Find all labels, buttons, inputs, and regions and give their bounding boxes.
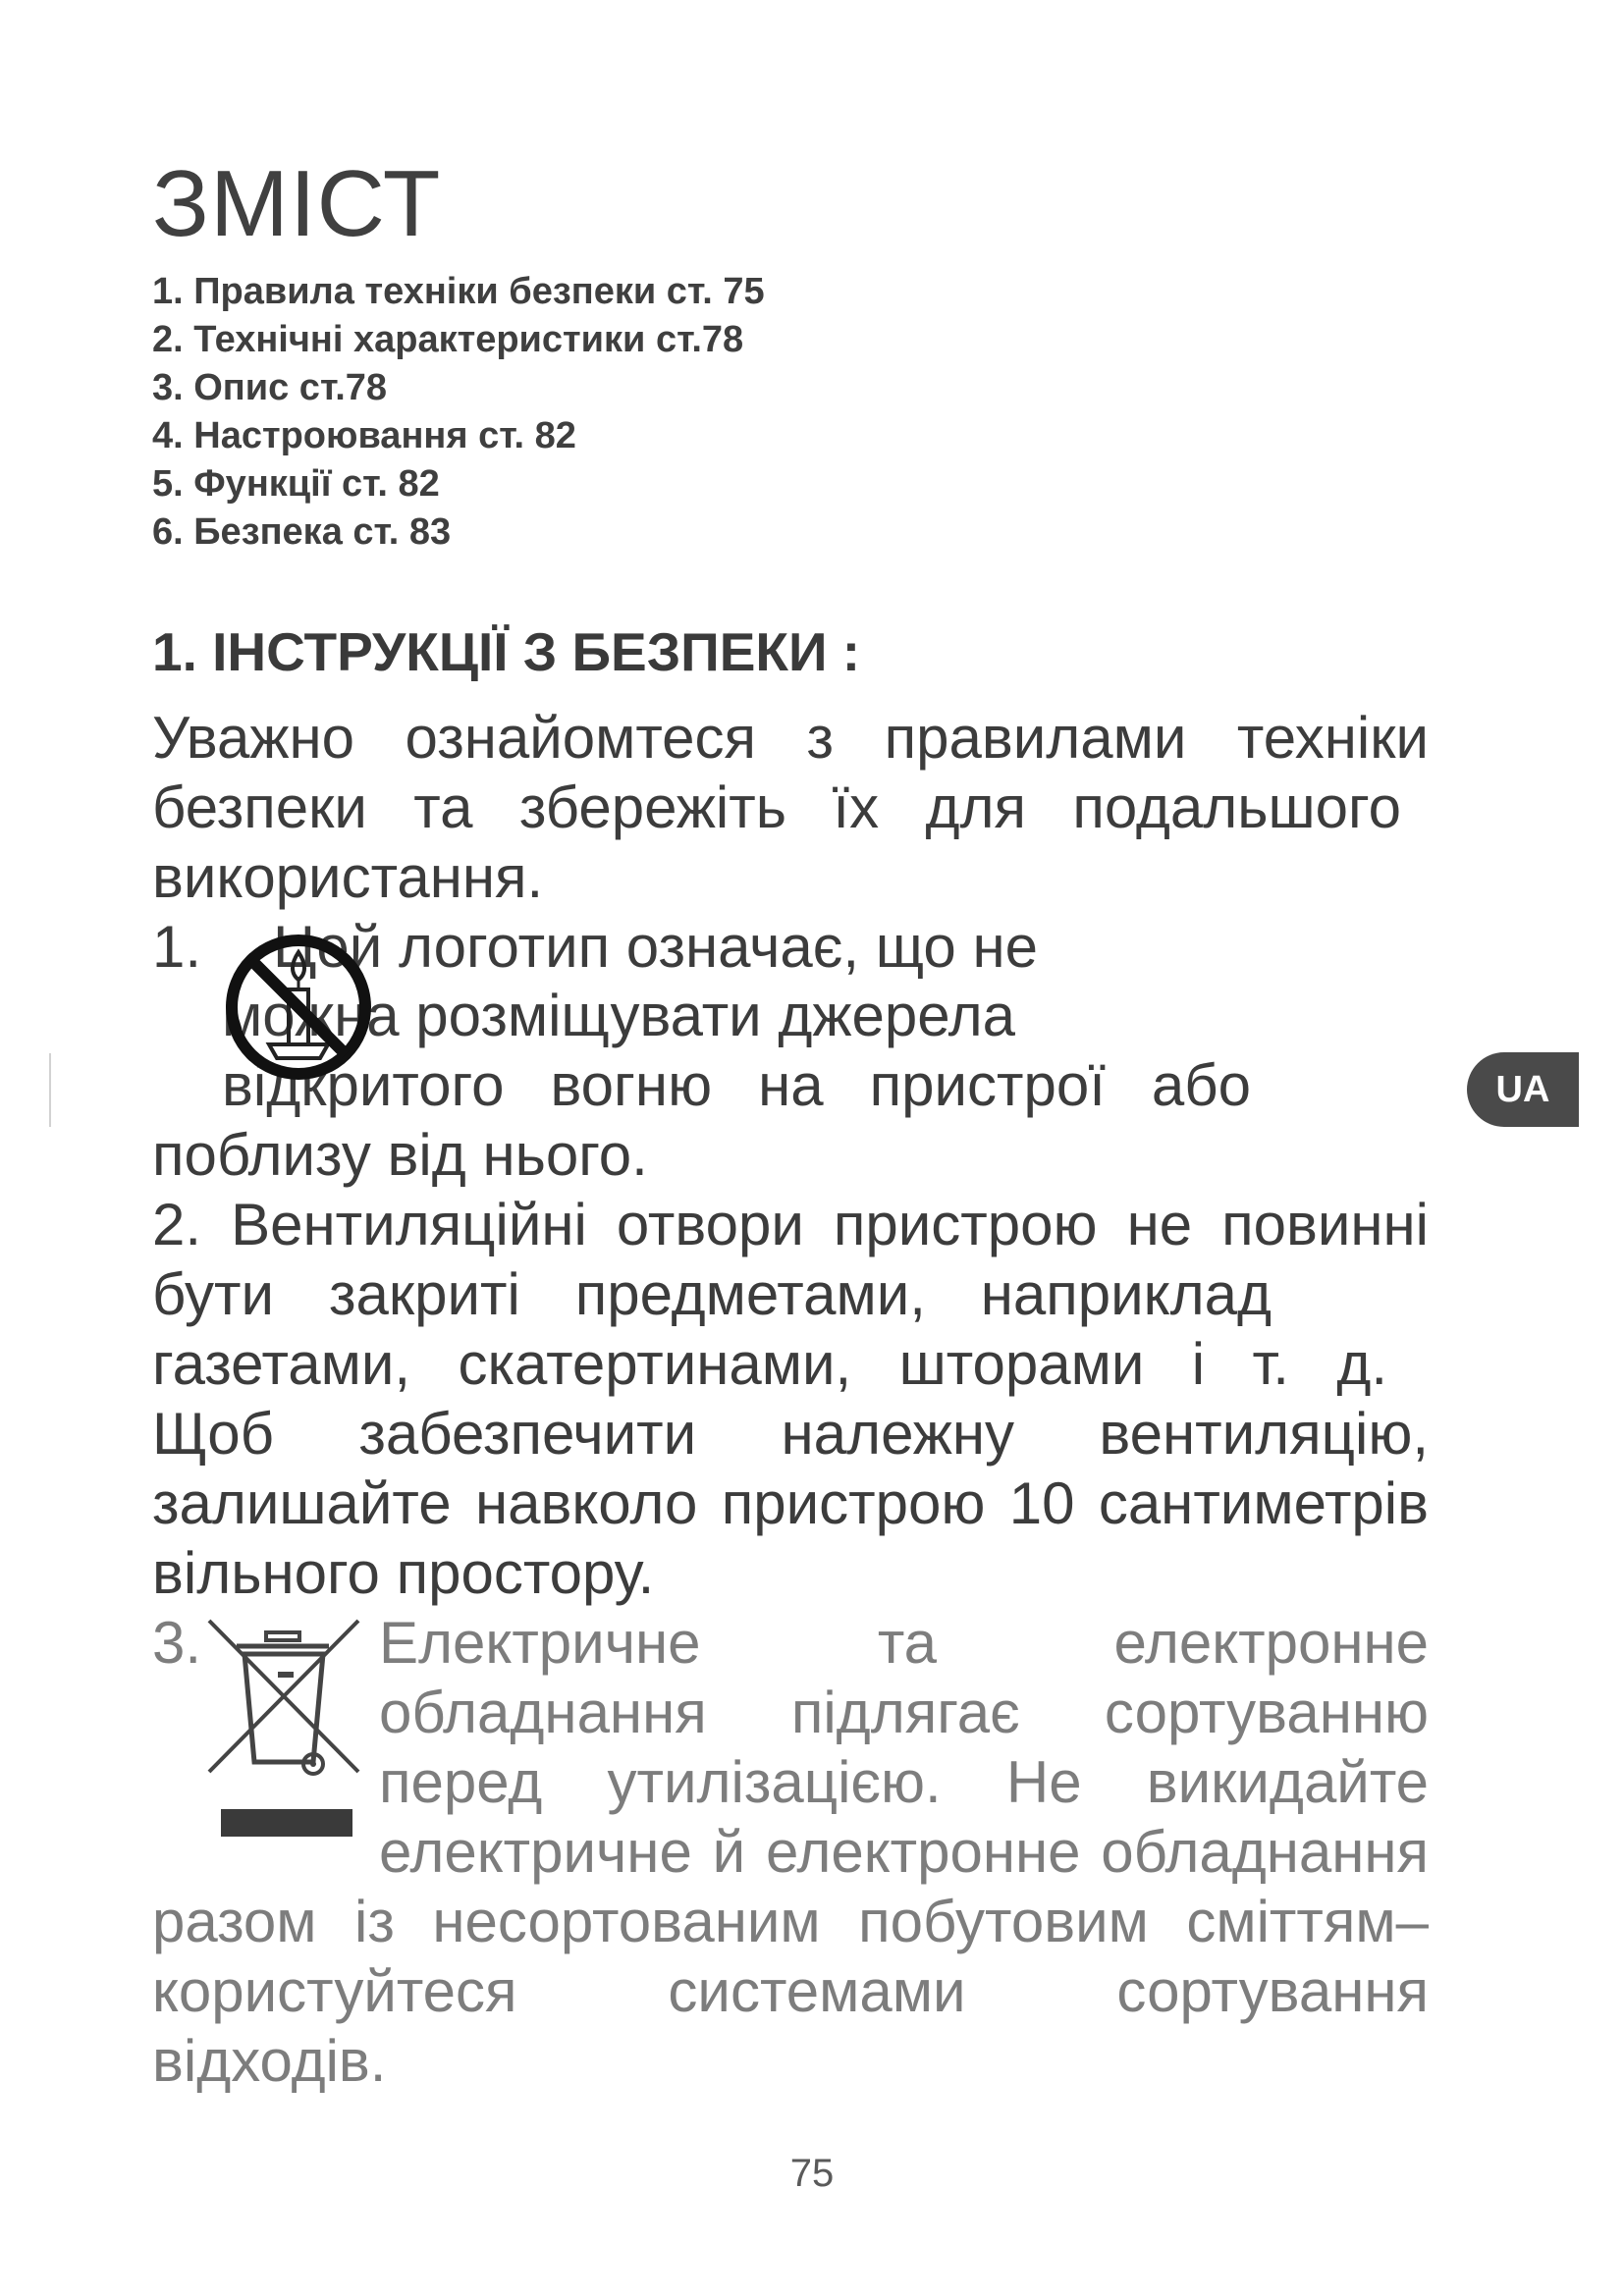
toc-item: 3. Опис ст.78 [152,367,388,408]
item2-line: вільного простору. [152,1540,655,1606]
item3-line: користуйтеся системами сортування [152,1958,1429,2024]
item1-line: поблизу від нього. [152,1122,648,1188]
item2-line: Щоб забезпечити належну вентиляцію, [152,1401,1429,1467]
item1-line: відкритого вогню на пристрої або [222,1052,1251,1118]
intro-line: Уважно ознайомтеся з правилами техніки [152,705,1429,771]
section-heading: 1. ІНСТРУКЦІЇ З БЕЗПЕКИ : [152,621,861,682]
toc-item: 4. Настроювання ст. 82 [152,415,576,456]
item3-line: електричне й електронне обладнання [379,1819,1429,1885]
item3-line: разом із несортованим побутовим сміттям– [152,1889,1429,1954]
language-badge: UA [1467,1052,1579,1127]
item1-line: можна розміщувати джерела [222,983,1016,1048]
item2-line: 2. Вентиляційні отвори пристрою не повинні [152,1192,1429,1257]
page-edge-mark [49,1053,51,1127]
toc-item: 1. Правила техніки безпеки ст. 75 [152,271,765,312]
page-number: 75 [789,2152,835,2195]
item3-line: відходів. [152,2028,387,2094]
toc-title: ЗМІСТ [152,151,442,256]
intro-line: використання. [152,844,544,910]
intro-line: безпеки та збережіть їх для подальшого [152,774,1401,840]
toc-item: 2. Технічні характеристики ст.78 [152,319,744,360]
item3-line: обладнання підлягає сортуванню [379,1680,1429,1745]
item2-line: залишайте навколо пристрою 10 сантиметрів [152,1470,1429,1536]
item2-line: бути закриті предметами, наприклад [152,1261,1272,1327]
toc-item: 5. Функції ст. 82 [152,463,440,505]
item3-line: Електричне та електронне [379,1610,1429,1676]
toc-item: 6. Безпека ст. 83 [152,511,452,553]
item3-number: 3. [152,1610,202,1676]
item1-number: 1. [152,914,202,980]
toc-list [152,268,765,557]
item2-line: газетами, скатертинами, шторами і т. д. [152,1331,1387,1397]
crossed-out-wheelie-bin-icon [201,1615,368,1855]
item3-line: перед утилізацією. Не викидайте [379,1749,1429,1815]
no-open-flame-icon [218,931,379,1084]
item1-line: Цей логотип означає, що не [273,914,1038,980]
